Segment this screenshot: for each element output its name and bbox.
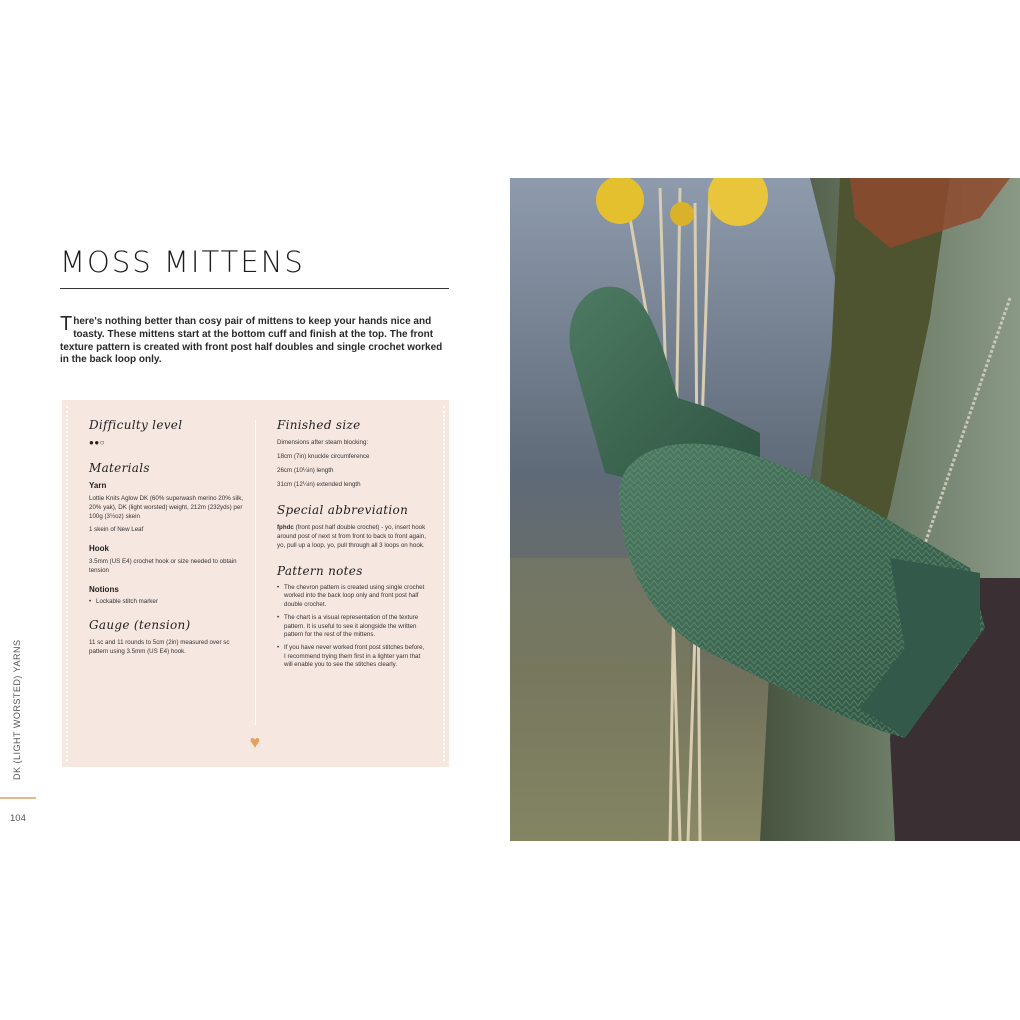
yarn-quantity: 1 skein of New Leaf xyxy=(89,526,144,533)
intro-paragraph xyxy=(60,313,452,367)
page-number: 104 xyxy=(10,813,26,824)
heart-icon: ♥ xyxy=(249,732,261,752)
yarn-label: Yarn xyxy=(89,481,107,490)
intro-text: here's nothing better than cosy pair of mittens to keep your hands nice and toasty. These mittens start at the bottom cuff and finish at the top. The front texture pattern is created with front post half doubles and single crochet worked in the back loop only. xyxy=(60,316,443,366)
pattern-note-item: • The chevron pattern is created using single crochet worked into the back loop only and front post half double crochet. xyxy=(284,584,427,609)
finished-size-line: 26cm (10¼in) length xyxy=(277,467,334,474)
difficulty-rating: ●●○ xyxy=(89,438,105,447)
page-title: MOSS MITTENS xyxy=(60,245,305,279)
yarn-description: Lottie Knits Aglow DK (60% superwash merino 20% silk, 20% yak), DK (light worsted) weight, 212m (232yds) per 100g (3½oz) skein xyxy=(89,495,244,520)
pattern-note-item: • If you have never worked front post stitches before, I recommend trying them first in a lighter yarn that will enable you to see the stitches clearly. xyxy=(284,644,427,669)
notions-item: • Lockable stitch marker xyxy=(96,598,249,606)
abbreviation-definition: (front post half double crochet) - yo, insert hook around post of next st from front to back to front again, yo, pull up a loop, yo, pull through all 3 loops on hook. xyxy=(277,524,426,549)
drop-cap: T xyxy=(60,313,73,335)
materials-heading: Materials xyxy=(89,461,150,475)
finished-size-line: 18cm (7in) knuckle circumference xyxy=(277,453,370,460)
page-accent-rule xyxy=(0,797,36,799)
dotted-border-left xyxy=(66,406,68,761)
finished-size-heading: Finished size xyxy=(277,418,361,432)
mitten-photo xyxy=(510,178,1020,841)
yellow-flower-head xyxy=(670,202,694,226)
column-divider xyxy=(255,420,256,725)
dotted-border-right xyxy=(443,406,445,761)
notions-list xyxy=(89,598,249,606)
pattern-notes-heading: Pattern notes xyxy=(277,564,363,578)
title-divider xyxy=(60,288,449,289)
section-side-label: DK (LIGHT WORSTED) YARNS xyxy=(12,639,22,780)
gauge-text: 11 sc and 11 rounds to 5cm (2in) measured over sc pattern using 3.5mm (US E4) hook. xyxy=(89,639,230,656)
gauge-heading: Gauge (tension) xyxy=(89,618,191,633)
info-right-column xyxy=(277,418,427,675)
pattern-note-item: • The chart is a visual representation of the texture pattern. It is useful to see it alongside the written pattern for the rest of the mittens. xyxy=(284,614,427,639)
hook-label: Hook xyxy=(89,544,109,553)
finished-size-line: Dimensions after steam blocking: xyxy=(277,439,369,446)
info-left-column xyxy=(89,418,249,660)
hook-description: 3.5mm (US E4) crochet hook or size needed to obtain tension xyxy=(89,558,237,574)
yellow-flower-head xyxy=(596,178,644,224)
pattern-notes-list xyxy=(277,584,427,670)
difficulty-heading: Difficulty level xyxy=(89,418,183,432)
pattern-info-box xyxy=(62,400,449,767)
notions-label: Notions xyxy=(89,585,119,594)
abbreviation-term: fphdc xyxy=(277,524,294,531)
finished-size-line: 31cm (12¼in) extended length xyxy=(277,481,361,488)
special-abbreviation-text xyxy=(277,523,427,550)
special-abbreviation-heading: Special abbreviation xyxy=(277,503,409,517)
